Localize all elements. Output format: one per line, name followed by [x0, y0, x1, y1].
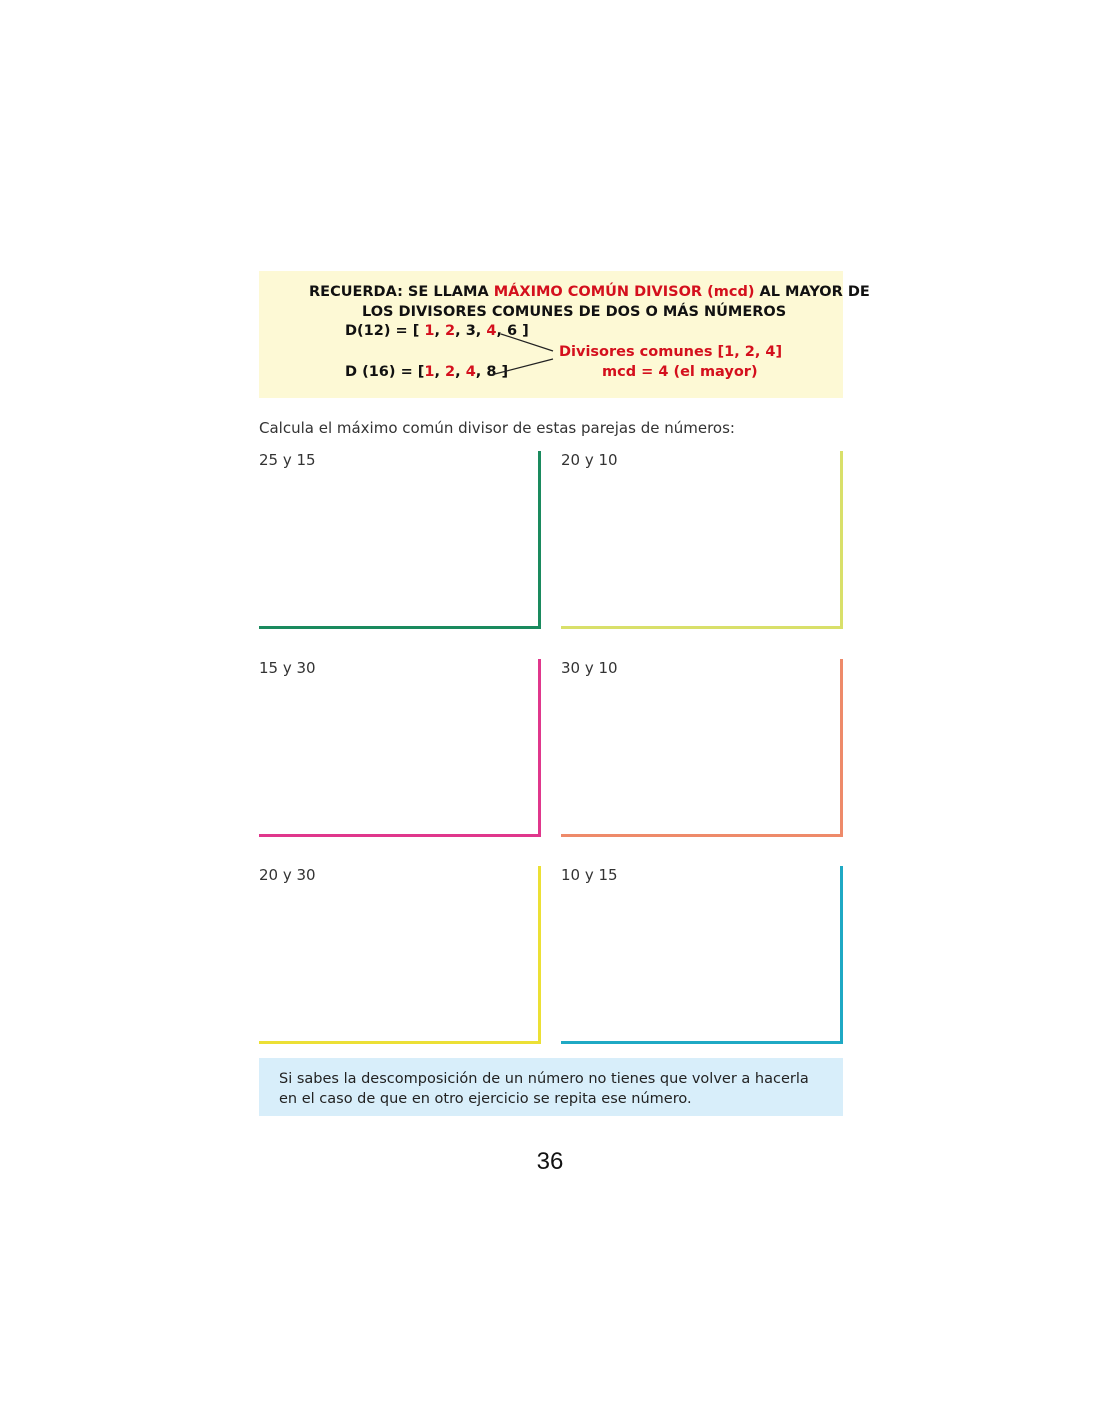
box-border-right — [538, 866, 541, 1044]
definition-suffix: AL MAYOR DE — [754, 284, 870, 300]
exercise-label: 15 y 30 — [259, 659, 316, 677]
common-divisor-number: 4 — [486, 323, 497, 339]
definition-prefix: RECUERDA: SE LLAMA — [309, 284, 494, 300]
instruction-text: Calcula el máximo común divisor de estas parejas de números: — [259, 419, 735, 437]
exercise-label: 20 y 30 — [259, 866, 316, 884]
connector-line-top — [501, 334, 553, 351]
exercise-label: 20 y 10 — [561, 451, 618, 469]
formula-d16-prefix: D (16) = [ — [345, 364, 425, 380]
mcd-result: mcd = 4 (el mayor) — [602, 364, 758, 380]
divisor-text: , 8 ] — [475, 364, 509, 380]
box-border-bottom — [561, 834, 843, 837]
divisor-text: , 3, — [455, 323, 487, 339]
exercise-label: 10 y 15 — [561, 866, 618, 884]
exercise-label: 30 y 10 — [561, 659, 618, 677]
divisor-text: , — [434, 364, 446, 380]
formula-d12-prefix: D(12) = [ — [345, 323, 425, 339]
exercise-box-1[interactable] — [259, 451, 541, 629]
page-number: 36 — [536, 1148, 564, 1175]
recuerda-box — [259, 271, 870, 398]
box-border-bottom — [561, 1041, 843, 1044]
common-divisor-number: 1 — [424, 323, 435, 339]
tip-box — [259, 1058, 843, 1116]
exercise-label: 25 y 15 — [259, 451, 316, 469]
box-border-bottom — [259, 1041, 541, 1044]
box-border-right — [840, 659, 843, 837]
tip-text: Si sabes la descomposición de un número no tienes que volver a hacerla en el caso de que en otro ejercicio se repita ese número. — [279, 1071, 809, 1107]
exercise-box-4[interactable] — [561, 659, 843, 837]
divisor-text: , — [434, 323, 446, 339]
box-border-right — [840, 451, 843, 629]
exercise-box-6[interactable] — [561, 866, 843, 1044]
connector-line-bottom — [491, 359, 553, 375]
divisor-text: , — [455, 364, 466, 380]
box-border-right — [538, 451, 541, 629]
box-border-right — [538, 659, 541, 837]
divisor-text: , 6 ] — [496, 323, 529, 339]
box-border-right — [840, 866, 843, 1044]
definition-line-2: LOS DIVISORES COMUNES DE DOS O MÁS NÚMEROS — [362, 304, 787, 320]
box-border-bottom — [561, 626, 843, 629]
box-border-bottom — [259, 626, 541, 629]
common-divisor-number: 2 — [445, 323, 456, 339]
common-divisors: Divisores comunes [1, 2, 4] — [559, 344, 783, 360]
exercise-box-3[interactable] — [259, 659, 541, 837]
exercise-box-5[interactable] — [259, 866, 541, 1044]
common-divisor-number: 4 — [465, 364, 476, 380]
common-divisor-number: 1 — [424, 364, 435, 380]
box-border-bottom — [259, 834, 541, 837]
definition-term: MÁXIMO COMÚN DIVISOR (mcd) — [493, 284, 755, 300]
common-divisor-number: 2 — [445, 364, 456, 380]
exercise-box-2[interactable] — [561, 451, 843, 629]
